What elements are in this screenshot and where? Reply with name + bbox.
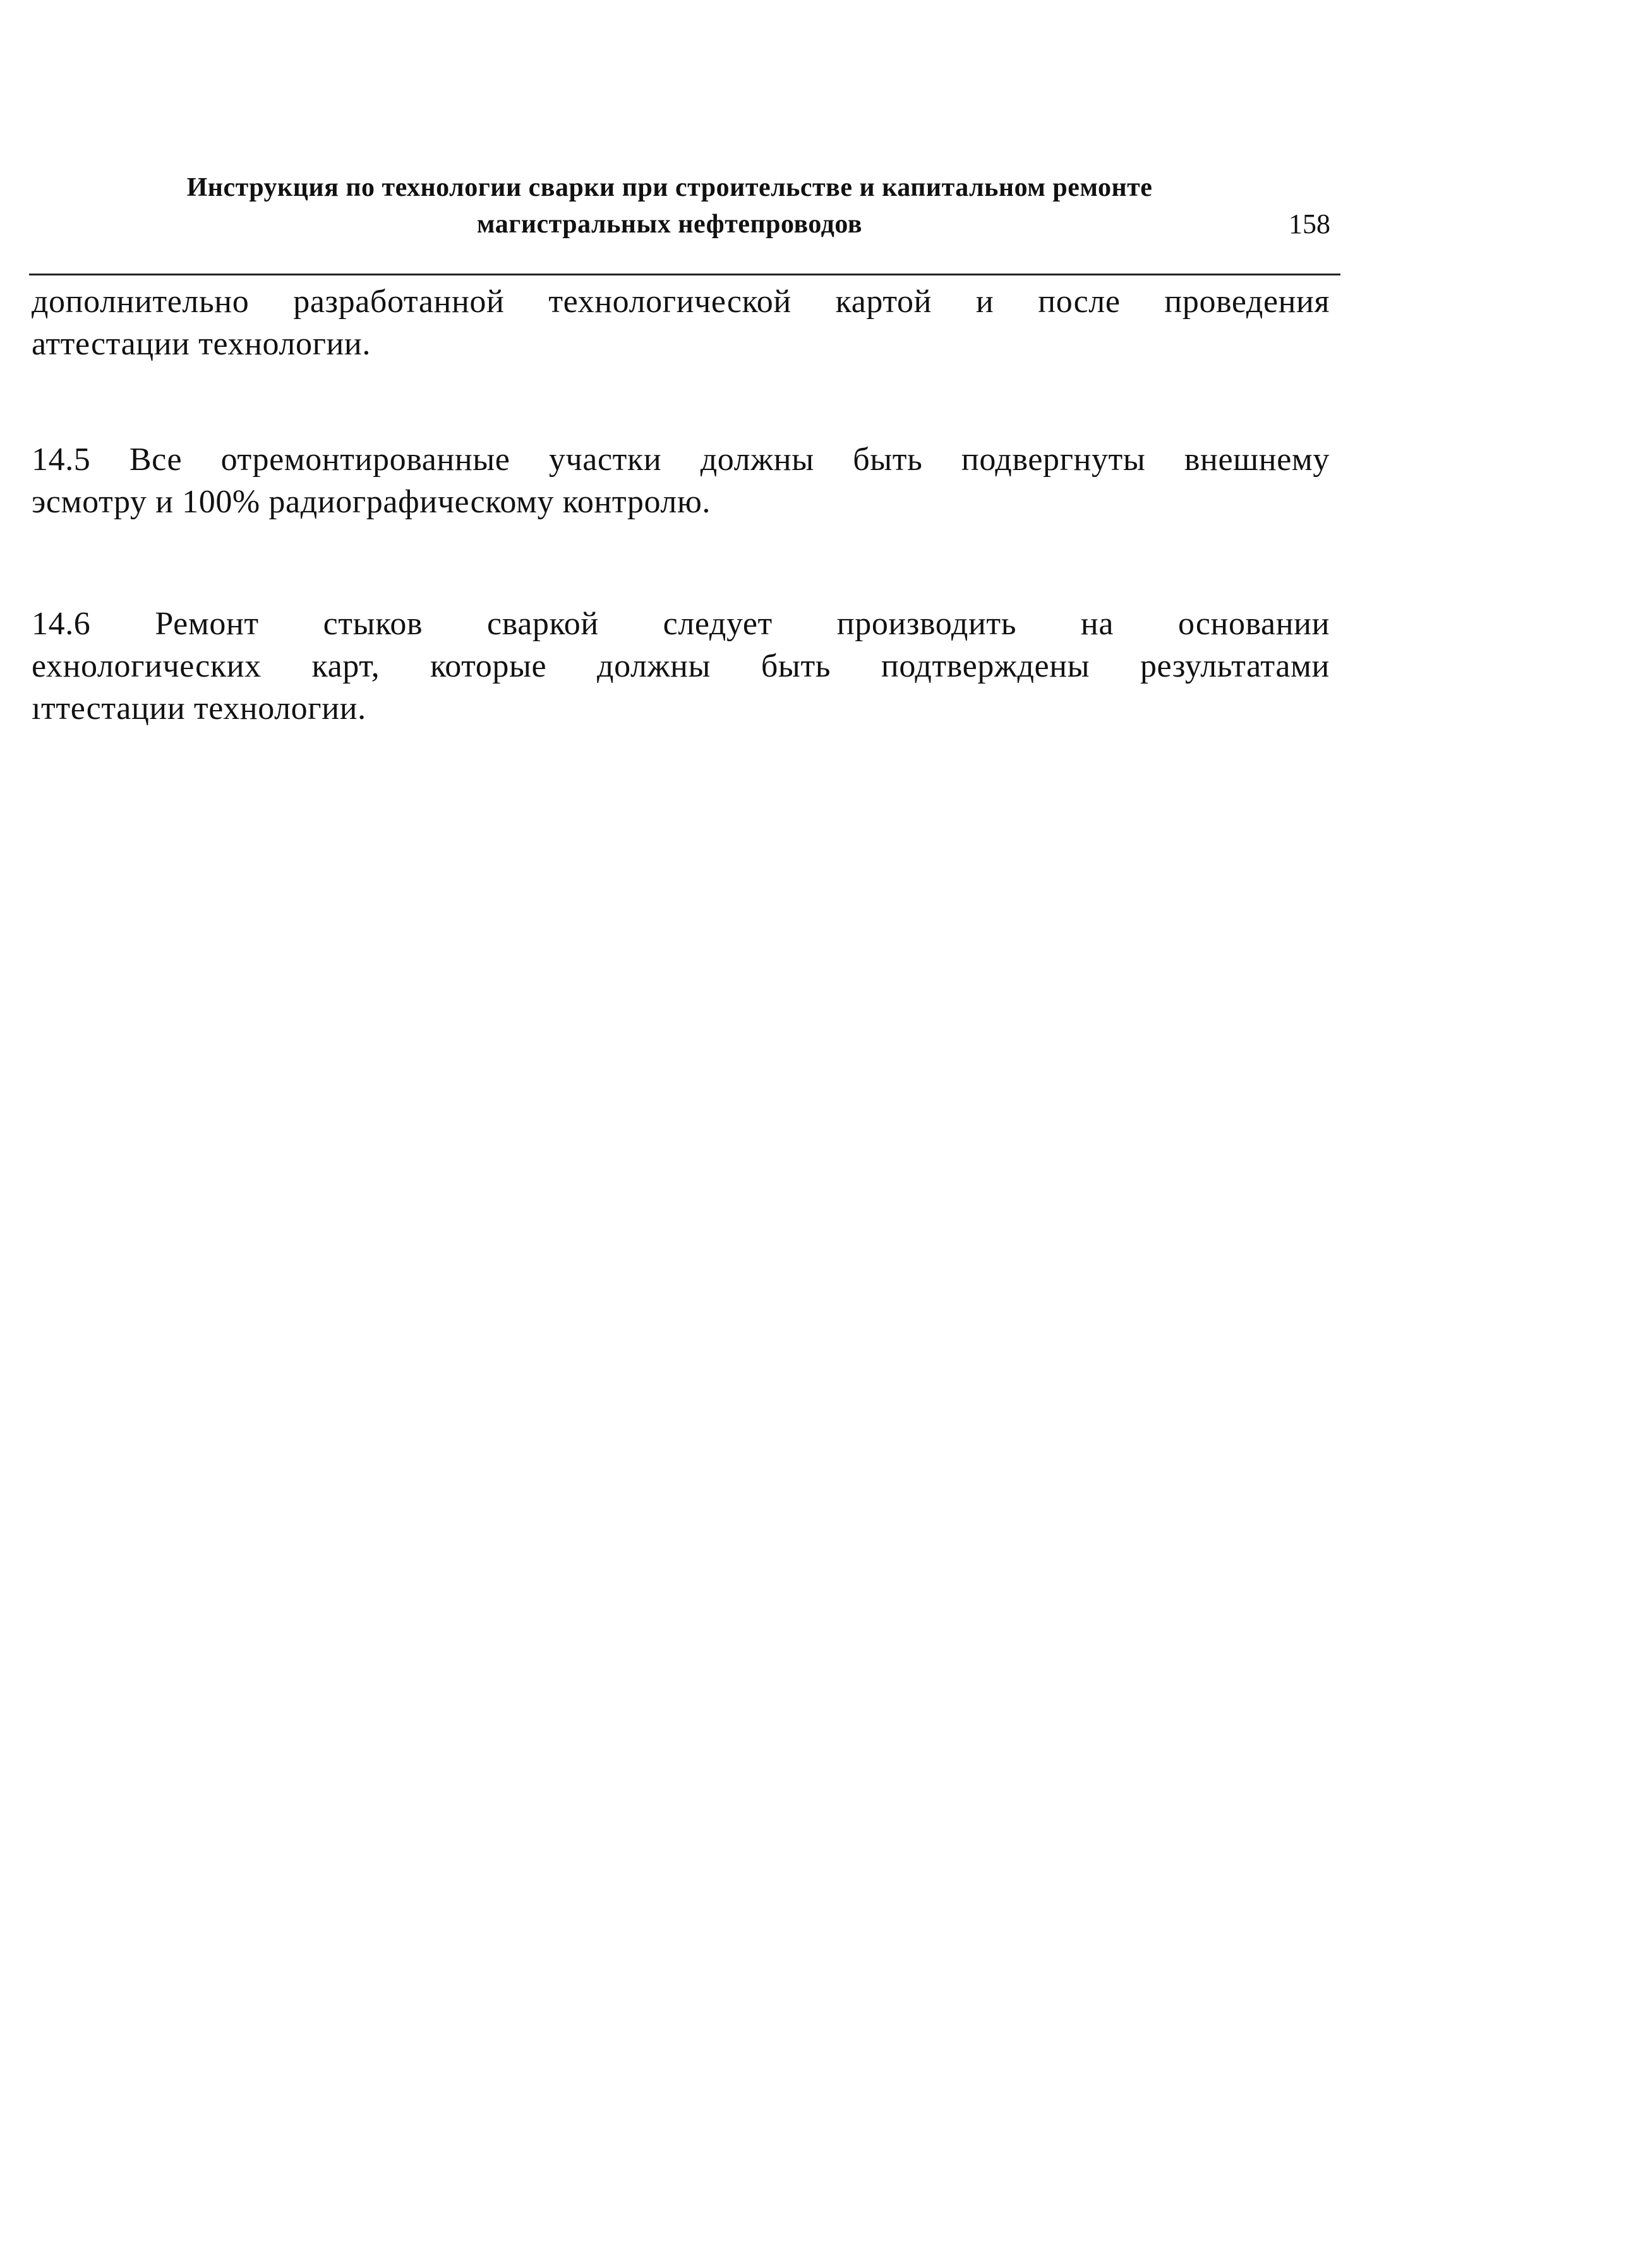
paragraph-line: ехнологических карт, которые должны быть подтверждены результатами	[32, 648, 1330, 684]
header-title-line-1: Инструкция по технологии сварки при строительстве и капитальном ремонте	[186, 173, 1153, 202]
paragraph-line: 14.6 Ремонт стыков сваркой следует производить на основании	[32, 606, 1330, 642]
paragraph-line: аттестации технологии.	[32, 326, 371, 362]
page-number: 158	[1289, 208, 1330, 239]
paragraph-line: 14.5 Все отремонтированные участки должны быть подвергнуты внешнему	[32, 442, 1330, 478]
paragraph-continuation	[32, 280, 1330, 365]
paragraph-line: ıттестации технологии.	[32, 691, 366, 727]
paragraph-line: дополнительно разработанной технологической картой и после проведения	[32, 284, 1330, 320]
document-header	[76, 169, 1263, 243]
paragraph-line: эсмотру и 100% радиографическому контролю.	[32, 484, 711, 520]
paragraph-14-6	[32, 603, 1330, 730]
paragraph-14-5	[32, 438, 1330, 523]
header-title-line-2: магистральных нефтепроводов	[476, 210, 863, 239]
header-divider	[29, 274, 1340, 275]
